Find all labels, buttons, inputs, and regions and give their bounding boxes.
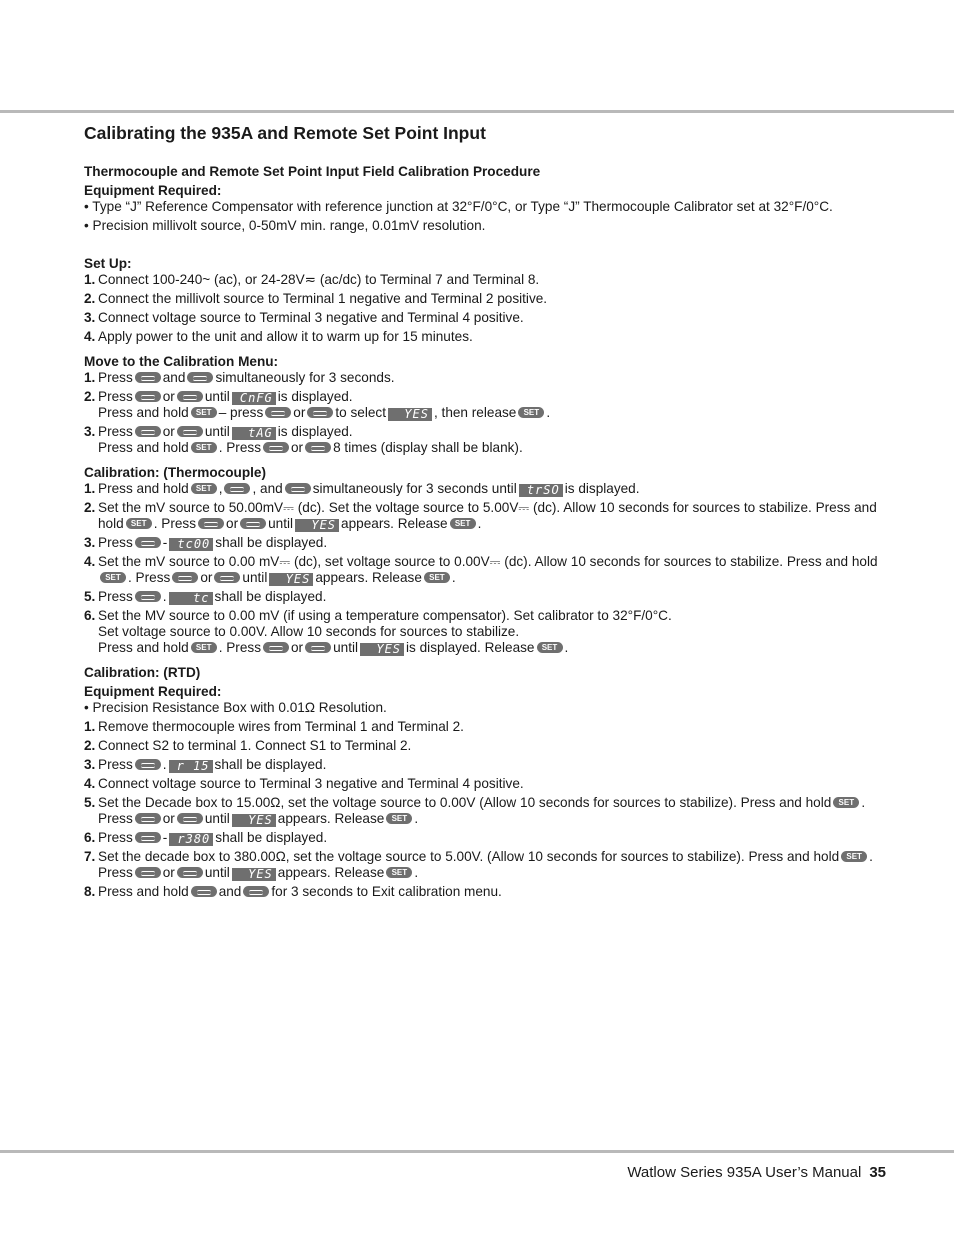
set-key-icon: [537, 642, 563, 653]
step-number: 7.: [84, 849, 96, 864]
step-text: Press or until CnFG is displayed. Press and holdSET – press or to select YES , then releaseSET .: [98, 389, 890, 421]
setup-step: [84, 329, 890, 345]
step-number: 5.: [84, 589, 96, 604]
step-number: 6.: [84, 608, 96, 623]
step-number: 2.: [84, 389, 96, 404]
setup-step: [84, 291, 890, 307]
equipment-item: • Precision millivolt source, 0-50mV min. range, 0.01mV resolution.: [84, 218, 486, 233]
step-number: 6.: [84, 830, 96, 845]
tc-step-1: [84, 481, 890, 497]
step-text: Press and holdSET , , and simultaneously for 3 seconds until trSO is displayed.: [98, 481, 890, 497]
step-number: 3.: [84, 757, 96, 772]
rtd-step-4: [84, 776, 890, 792]
down-key-icon: [135, 591, 161, 602]
move-step-1: [84, 370, 890, 386]
step-text: Remove thermocouple wires from Terminal 1 and Terminal 2.: [98, 719, 464, 734]
display-icon: YES: [232, 814, 276, 827]
step-text: Press . tc shall be displayed.: [98, 589, 327, 605]
step-text: Connect voltage source to Terminal 3 negative and Terminal 4 positive.: [98, 310, 524, 325]
display-icon: tAG: [232, 427, 276, 440]
page-number: 35: [869, 1164, 886, 1181]
header-rule: [0, 110, 954, 113]
step-text: Set the Decade box to 15.00Ω, set the voltage source to 0.00V (Allow 10 seconds for sources to stabilize). Press and holdSET . Press or until YES appears. ReleaseSET .: [98, 795, 890, 827]
down-key-icon: [177, 426, 203, 437]
page-title: Calibrating the 935A and Remote Set Point Input: [84, 123, 486, 143]
up-key-icon: [135, 426, 161, 437]
equipment-item: • Type “J” Reference Compensator with reference junction at 32°F/0°C, or Type “J” Thermocouple Calibrator set at 32°F/0°C.: [84, 199, 833, 214]
page-footer: [627, 1164, 886, 1181]
down-key-icon: [135, 832, 161, 843]
display-icon: YES: [269, 573, 313, 586]
step-number: 3.: [84, 535, 96, 550]
tc-step-4: [84, 554, 890, 586]
step-text: Press . r 15 shall be displayed.: [98, 757, 327, 773]
rtd-step-2: [84, 738, 890, 754]
display-icon: YES: [232, 868, 276, 881]
step-number: 1.: [84, 719, 96, 734]
down-key-icon: [187, 372, 213, 383]
setup-label: Set Up:: [84, 256, 132, 271]
up-key-icon: [198, 518, 224, 529]
step-text: Set the decade box to 380.00Ω, set the voltage source to 5.00V. (Allow 10 seconds for sources to stabilize). Press and holdSET . Press or until YES appears. ReleaseSET .: [98, 849, 890, 881]
rtd-step-3: [84, 757, 890, 773]
rtd-step-8: [84, 884, 890, 900]
down-key-icon: [177, 391, 203, 402]
down-key-icon: [135, 759, 161, 770]
step-number: 4.: [84, 329, 96, 344]
setup-step: [84, 272, 890, 288]
step-text: Set the MV source to 0.00 mV (if using a temperature compensator). Set calibrator to 32°F/0°C. Set voltage source to 0.00V. Allow 10 seconds for sources to stabilize. Press and holdSET . Press or until YES is displayed. ReleaseSET .: [98, 608, 890, 656]
down-key-icon: [243, 886, 269, 897]
tc-step-6: [84, 608, 890, 656]
up-key-icon: [135, 813, 161, 824]
set-key-icon: [833, 797, 859, 808]
down-key-icon: [177, 867, 203, 878]
up-key-icon: [265, 407, 291, 418]
down-key-icon: [305, 642, 331, 653]
set-key-icon: [841, 851, 867, 862]
step-text: Press - tc00 shall be displayed.: [98, 535, 328, 551]
step-number: 1.: [84, 370, 96, 385]
step-text: Press and simultaneously for 3 seconds.: [98, 370, 395, 385]
move-step-2: [84, 389, 890, 421]
move-label: Move to the Calibration Menu:: [84, 354, 279, 369]
tc-step-2: [84, 500, 890, 532]
step-text: Set the mV source to 50.00mV⎓ (dc). Set the voltage source to 5.00V⎓ (dc). Allow 10 seconds for sources to stabilize. Press and holdSET . Press or until YES appears. ReleaseSET .: [98, 500, 890, 532]
set-key-icon: [191, 442, 217, 453]
move-step-3: [84, 424, 890, 456]
step-text: Press or until tAG is displayed. Press and holdSET . Press or 8 times (display shall be blank).: [98, 424, 890, 456]
down-key-icon: [307, 407, 333, 418]
step-number: 3.: [84, 424, 96, 439]
tc-step-5: [84, 589, 890, 605]
step-number: 8.: [84, 884, 96, 899]
set-key-icon: [386, 813, 412, 824]
step-text: Connect the millivolt source to Terminal 1 negative and Terminal 2 positive.: [98, 291, 548, 306]
up-key-icon: [224, 483, 250, 494]
display-icon: tc: [169, 592, 213, 605]
down-key-icon: [135, 537, 161, 548]
set-key-icon: [100, 572, 126, 583]
tc-step-3: [84, 535, 890, 551]
display-icon: YES: [388, 408, 432, 421]
display-icon: YES: [295, 519, 339, 532]
equipment-label: Equipment Required:: [84, 183, 222, 198]
rtd-label: Calibration: (RTD): [84, 665, 201, 680]
display-icon: YES: [360, 643, 404, 656]
up-key-icon: [263, 642, 289, 653]
step-text: Connect S2 to terminal 1. Connect S1 to Terminal 2.: [98, 738, 412, 753]
step-number: 5.: [84, 795, 96, 810]
step-text: Connect voltage source to Terminal 3 negative and Terminal 4 positive.: [98, 776, 524, 791]
step-text: Press and hold and for 3 seconds to Exit calibration menu.: [98, 884, 502, 899]
tc-label: Calibration: (Thermocouple): [84, 465, 267, 480]
set-key-icon: [191, 483, 217, 494]
step-number: 2.: [84, 738, 96, 753]
up-key-icon: [135, 372, 161, 383]
step-number: 1.: [84, 272, 96, 287]
step-text: Set the mV source to 0.00 mV⎓ (dc), set voltage source to 0.00V⎓ (dc). Allow 10 seconds for sources to stabilize. Press and holdSET. Press or until YES appears. ReleaseSET .: [98, 554, 890, 586]
rtd-step-7: [84, 849, 890, 881]
display-icon: trSO: [519, 484, 563, 497]
section-subtitle: Thermocouple and Remote Set Point Input Field Calibration Procedure: [84, 164, 541, 179]
down-key-icon: [240, 518, 266, 529]
set-key-icon: [450, 518, 476, 529]
display-icon: CnFG: [232, 392, 276, 405]
down-key-icon: [177, 813, 203, 824]
down-key-icon: [214, 572, 240, 583]
up-key-icon: [135, 391, 161, 402]
down-key-icon: [305, 442, 331, 453]
rtd-step-1: [84, 719, 890, 735]
up-key-icon: [191, 886, 217, 897]
step-number: 4.: [84, 776, 96, 791]
display-icon: r380: [169, 833, 213, 846]
footer-title: Watlow Series 935A User’s Manual: [627, 1164, 862, 1181]
down-key-icon: [285, 483, 311, 494]
step-number: 1.: [84, 481, 96, 496]
up-key-icon: [263, 442, 289, 453]
step-number: 4.: [84, 554, 96, 569]
page-content: [84, 122, 890, 903]
rtd-step-5: [84, 795, 890, 827]
step-text: Connect 100-240~ (ac), or 24-28V≂ (ac/dc) to Terminal 7 and Terminal 8.: [98, 272, 540, 287]
set-key-icon: [386, 867, 412, 878]
rtd-equipment-label: Equipment Required:: [84, 684, 222, 699]
set-key-icon: [191, 407, 217, 418]
up-key-icon: [172, 572, 198, 583]
step-text: Press - r380 shall be displayed.: [98, 830, 328, 846]
setup-step: [84, 310, 890, 326]
display-icon: tc00: [169, 538, 213, 551]
set-key-icon: [518, 407, 544, 418]
display-icon: r 15: [169, 760, 213, 773]
step-number: 2.: [84, 500, 96, 515]
footer-rule: [0, 1150, 954, 1153]
step-number: 3.: [84, 310, 96, 325]
step-text: Apply power to the unit and allow it to warm up for 15 minutes.: [98, 329, 473, 344]
rtd-equipment-item: • Precision Resistance Box with 0.01Ω Resolution.: [84, 700, 387, 715]
step-number: 2.: [84, 291, 96, 306]
set-key-icon: [126, 518, 152, 529]
rtd-step-6: [84, 830, 890, 846]
set-key-icon: [191, 642, 217, 653]
set-key-icon: [424, 572, 450, 583]
up-key-icon: [135, 867, 161, 878]
